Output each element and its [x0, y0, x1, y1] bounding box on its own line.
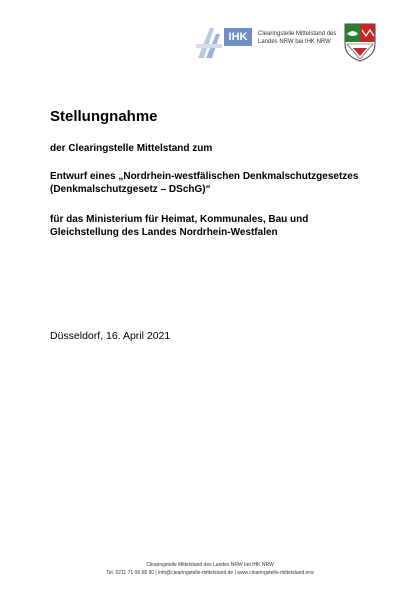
draft-title: [50, 170, 358, 196]
ministry-line1: für das Ministerium für Heimat, Kommunales, Bau und: [50, 214, 309, 225]
ihk-logo-text: IHK: [224, 28, 252, 46]
document-subtitle: der Clearingstelle Mittelstand zum: [50, 143, 213, 154]
org-name-line2: Landes NRW bei IHK NRW: [258, 39, 331, 45]
draft-title-line2: (Denkmalschutzgesetz – DSchG)“: [50, 184, 211, 195]
document-heading: Stellungnahme: [50, 108, 158, 125]
nrw-crest-icon: [343, 22, 377, 62]
ministry-line2: Gleichstellung des Landes Nordrhein-Westfalen: [50, 227, 278, 238]
document-date: Düsseldorf, 16. April 2021: [50, 330, 171, 342]
ministry-addressee: [50, 213, 308, 239]
header-logo: [196, 24, 336, 64]
footer-org: Clearingstelle Mittelstand des Landes NRW bei IHK NRW: [146, 562, 274, 568]
draft-title-line1: Entwurf eines „Nordrhein-westfälischen Denkmalschutzgesetzes: [50, 171, 359, 182]
org-name-line1: Clearingstelle Mittelstand des: [258, 31, 337, 37]
footer-contact: Tel. 0211 71 06 68 90 | info@clearingstelle-mittelstand.de | www.clearingstelle-mittelstand.nrw: [106, 570, 314, 576]
